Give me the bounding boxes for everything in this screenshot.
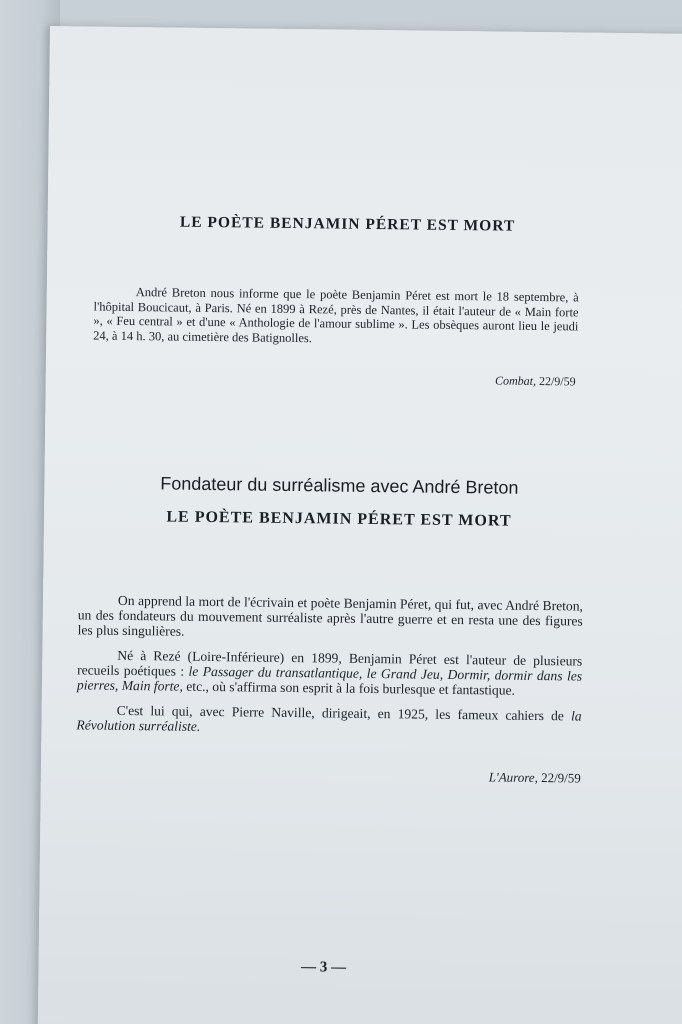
article1-source-name: Combat, (494, 373, 537, 388)
article2-subtitle: Fondateur du surréalisme avec André Breton (160, 473, 519, 498)
article2-p3-title: la Révolution surréaliste. (76, 708, 582, 734)
article2-source (341, 768, 581, 787)
article2-p3-text-a: C'est lui qui, avec Pierre Naville, dirigeait, en 1925, les fameux cahiers de (116, 702, 572, 724)
document-page (38, 26, 682, 1024)
article2-p2-titles: le Passager du transatlantique, le Grand Jeu, Dormir, dormir dans les pierres, Main forte, (76, 663, 583, 694)
page-number: — 3 — (300, 959, 347, 976)
article2-title: LE POÈTE BENJAMIN PÉRET EST MORT (166, 508, 512, 530)
article1-title: LE POÈTE BENJAMIN PÉRET EST MORT (179, 213, 516, 235)
article2-source-date: 22/9/59 (541, 770, 581, 786)
article2-p2-text-a: Né à Rezé (Loire-Inférieure) en 1899, Benjamin Péret est l'auteur de plusieurs recueils poétiques : (77, 647, 583, 679)
article1-body (93, 285, 579, 349)
article2-paragraph-3 (76, 702, 581, 738)
article1-source-date: 22/9/59 (538, 374, 576, 389)
article2-paragraph-2 (77, 647, 583, 698)
article1-source (346, 372, 576, 390)
article2-paragraph-1: On apprend la mort de l'écrivain et poète Benjamin Péret, qui fut, avec André Breton, un des fondateurs du mouvement surréaliste après l'autre guerre et en resta une des figures les plus singulières. (77, 592, 584, 639)
article2-p2-text-b: etc., où s'affirma son esprit à la fois burlesque et fantastique. (182, 678, 516, 698)
article1-body-text: André Breton nous informe que le poète Benjamin Péret est mort le 18 septembre, à l'hôpital Boucicaut, à Paris. Né en 1899 à Rezé, près de Nantes, il était l'auteur de « Main forte », « Feu central » et d'une « Anthologie de l'amour sublime ». Les obsèques auront lieu le jeudi 24, à 14 h. 30, au cimetière des Batignolles. (93, 285, 579, 345)
article2-body (76, 592, 583, 748)
article2-source-name: L'Aurore, (488, 769, 538, 786)
